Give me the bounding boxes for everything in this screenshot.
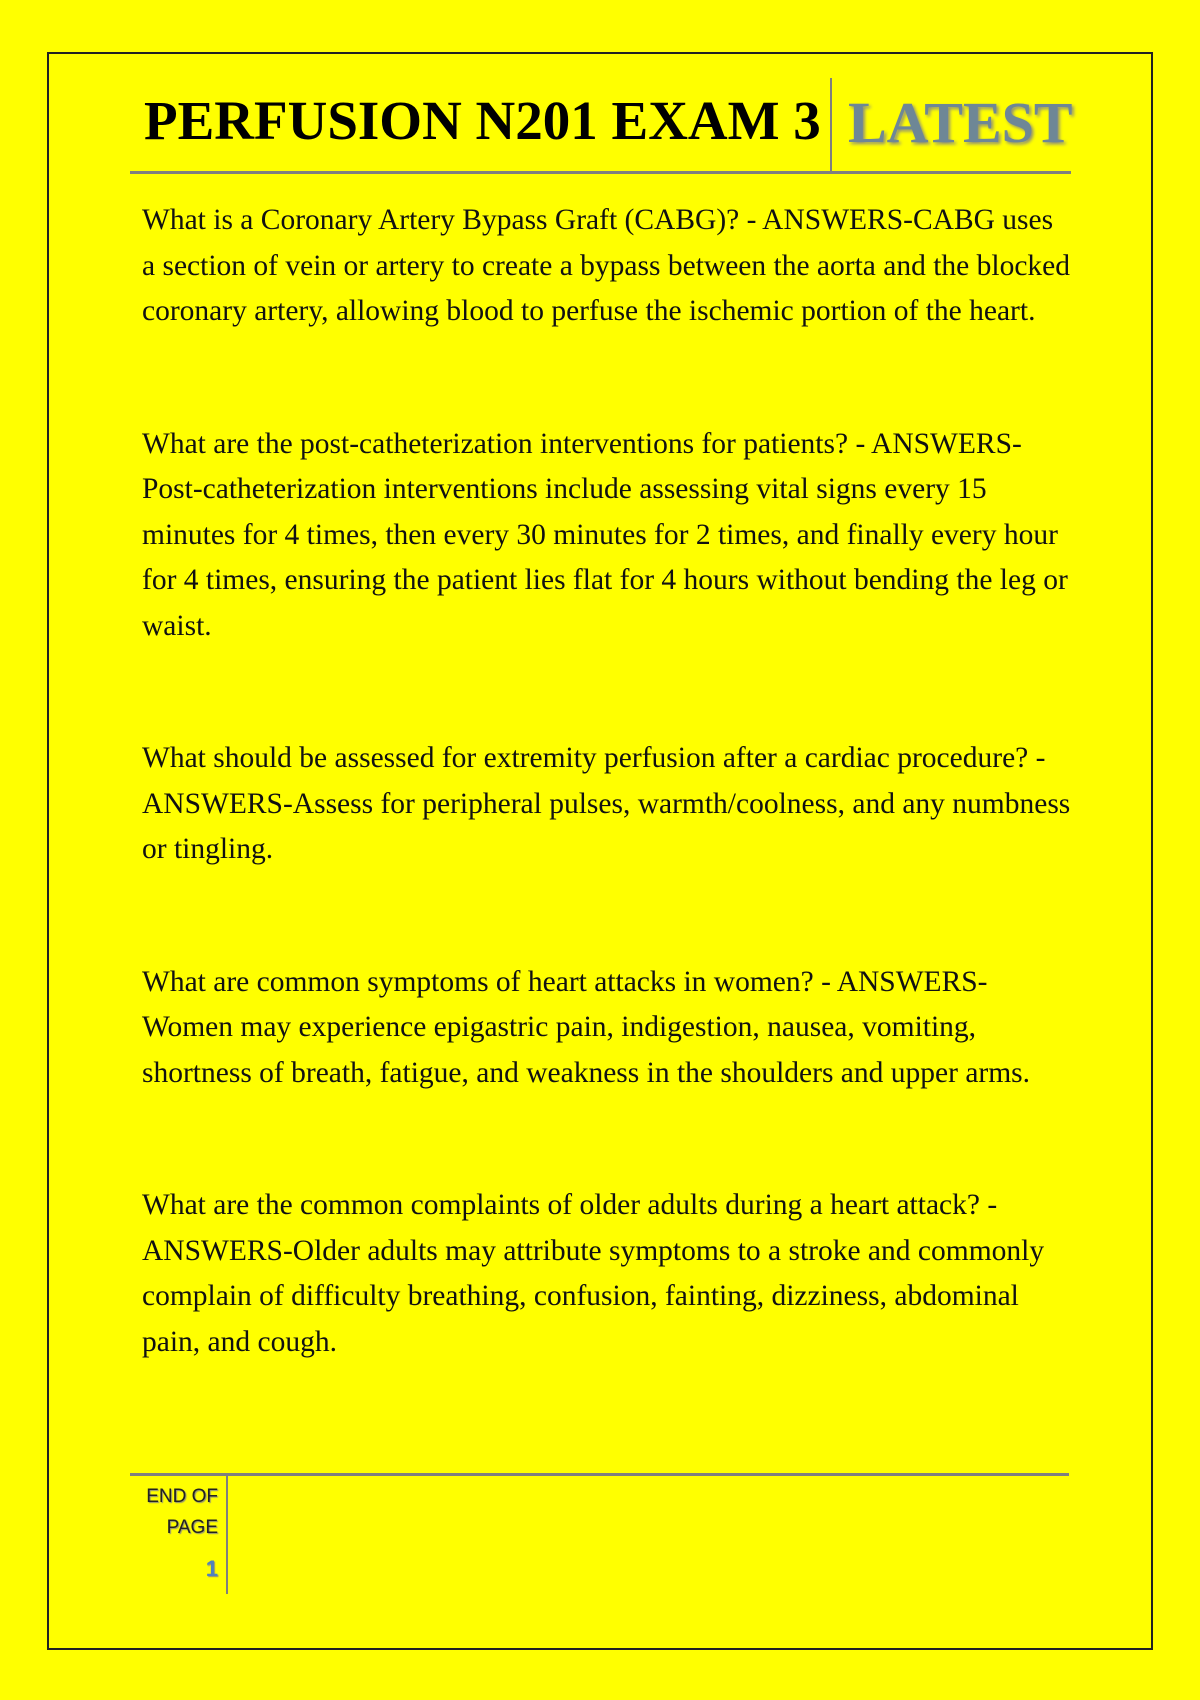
- qa-content: [142, 198, 1072, 1365]
- qa-item-older-adults: What are the common complaints of older adults during a heart attack? - ANSWERS-Older adults may attribute symptoms to a stroke and commonly complain of difficulty breathing, confusion, fainting, dizziness, abdominal pain, and cough.: [142, 1189, 1045, 1358]
- page-label: PAGE: [166, 1517, 218, 1538]
- qa-item-post-catheterization: What are the post-catheterization interventions for patients? - ANSWERS-Post-catheterization interventions include assessing vital signs every 15 minutes for 4 times, then every 30 minutes for 2 times, and finally every hour for 4 times, ensuring the patient lies flat for 4 hours without bending the leg or waist.: [142, 427, 1068, 642]
- footer-divider: [226, 1476, 228, 1594]
- header-divider: [830, 78, 832, 172]
- latest-tag: LATEST: [848, 90, 1073, 155]
- document-header: [130, 78, 1071, 174]
- document-title: PERFUSION N201 EXAM 3: [144, 90, 821, 151]
- qa-item-extremity-perfusion: What should be assessed for extremity perfusion after a cardiac procedure? - ANSWERS-Assess for peripheral pulses, warmth/coolness, and any numbness or tingling.: [142, 742, 1071, 865]
- page-number: 1: [205, 1556, 218, 1581]
- end-of-label: END OF: [146, 1486, 218, 1507]
- qa-item-cabg: What is a Coronary Artery Bypass Graft (CABG)? - ANSWERS-CABG uses a section of vein or artery to create a bypass between the aorta and the blocked coronary artery, allowing blood to perfuse the ischemic portion of the heart.: [142, 204, 1071, 327]
- footer-rule: [130, 1473, 1069, 1476]
- qa-item-women-symptoms: What are common symptoms of heart attacks in women? - ANSWERS-Women may experience epigastric pain, indigestion, nausea, vomiting, shortness of breath, fatigue, and weakness in the shoulders and upper arms.: [142, 965, 1031, 1089]
- end-of-page-label: [140, 1481, 218, 1543]
